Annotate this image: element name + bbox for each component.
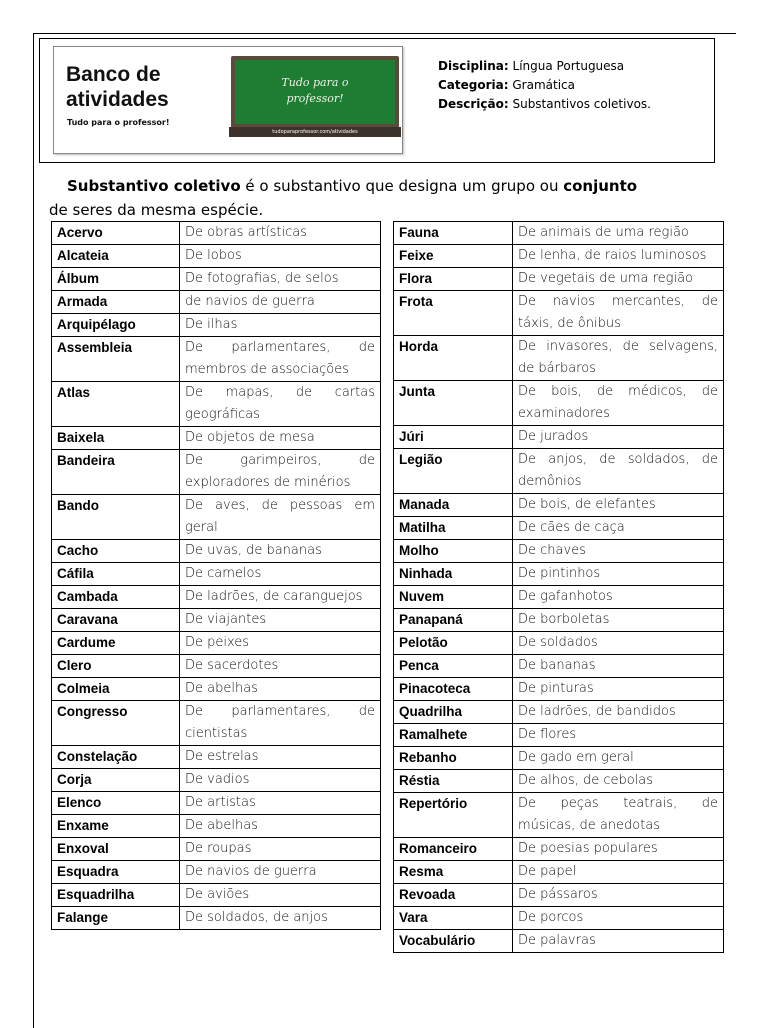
table-row xyxy=(394,861,724,884)
noun-term: Quadrilha xyxy=(394,701,513,724)
meta-descricao-value: Substantivos coletivos. xyxy=(512,97,651,111)
table-row xyxy=(394,609,724,632)
noun-description: De ladrões, de bandidos xyxy=(513,701,724,724)
table-row xyxy=(52,907,381,930)
table-row xyxy=(394,770,724,793)
table-row xyxy=(52,815,381,838)
noun-description: De invasores, de selvagens, de bárbaros xyxy=(513,336,724,381)
noun-term: Enxoval xyxy=(52,838,180,861)
table-row xyxy=(394,586,724,609)
meta-disciplina-value: Língua Portuguesa xyxy=(512,59,625,73)
noun-description: De aviões xyxy=(180,884,381,907)
meta-descricao-label: Descrição: xyxy=(438,97,509,111)
noun-description: De camelos xyxy=(180,563,381,586)
table-row xyxy=(394,632,724,655)
meta-categoria-label: Categoria: xyxy=(438,78,509,92)
table-row xyxy=(52,746,381,769)
noun-description: De viajantes xyxy=(180,609,381,632)
noun-term: Atlas xyxy=(52,382,180,427)
table-row xyxy=(52,314,381,337)
noun-description: De peças teatrais, de músicas, de anedotas xyxy=(513,793,724,838)
noun-description: De garimpeiros, de exploradores de minérios xyxy=(180,450,381,495)
intro-text1: é o substantivo que designa um grupo ou xyxy=(240,177,564,195)
noun-description: De obras artísticas xyxy=(180,222,381,245)
chalk-line1: Tudo para o xyxy=(281,76,349,89)
noun-term: Cardume xyxy=(52,632,180,655)
table-row xyxy=(52,586,381,609)
table-row xyxy=(52,337,381,382)
table-row xyxy=(52,632,381,655)
meta-disciplina-label: Disciplina: xyxy=(438,59,509,73)
noun-term: Cáfila xyxy=(52,563,180,586)
noun-term: Cacho xyxy=(52,540,180,563)
noun-description: De jurados xyxy=(513,426,724,449)
chalkboard-text xyxy=(235,75,395,107)
noun-term: Repertório xyxy=(394,793,513,838)
noun-term: Panapaná xyxy=(394,609,513,632)
noun-term: Ramalhete xyxy=(394,724,513,747)
noun-term: Acervo xyxy=(52,222,180,245)
table-row xyxy=(52,268,381,291)
noun-description: De navios de guerra xyxy=(180,861,381,884)
noun-term: Pinacoteca xyxy=(394,678,513,701)
noun-term: Armada xyxy=(52,291,180,314)
logo-banner xyxy=(53,46,403,154)
table-row xyxy=(394,449,724,494)
noun-description: De palavras xyxy=(513,930,724,953)
noun-description: De ilhas xyxy=(180,314,381,337)
noun-term: Colmeia xyxy=(52,678,180,701)
noun-description: De ladrões, de caranguejos xyxy=(180,586,381,609)
noun-description: De bois, de elefantes xyxy=(513,494,724,517)
noun-term: Revoada xyxy=(394,884,513,907)
noun-term: Frota xyxy=(394,291,513,336)
table-row xyxy=(394,838,724,861)
noun-description: De pinturas xyxy=(513,678,724,701)
noun-description: De vegetais de uma região xyxy=(513,268,724,291)
noun-term: Baixela xyxy=(52,427,180,450)
noun-term: Esquadrilha xyxy=(52,884,180,907)
noun-description: De abelhas xyxy=(180,815,381,838)
table-row xyxy=(52,427,381,450)
table-row xyxy=(52,495,381,540)
noun-term: Falange xyxy=(52,907,180,930)
noun-term: Elenco xyxy=(52,792,180,815)
noun-term: Romanceiro xyxy=(394,838,513,861)
logo-url: tudoparaprofessor.com/atividades xyxy=(272,129,358,135)
intro-line1 xyxy=(49,174,709,198)
noun-term: Nuvem xyxy=(394,586,513,609)
noun-description: De roupas xyxy=(180,838,381,861)
noun-term: Matilha xyxy=(394,517,513,540)
noun-term: Álbum xyxy=(52,268,180,291)
noun-description: De borboletas xyxy=(513,609,724,632)
noun-term: Enxame xyxy=(52,815,180,838)
table-row xyxy=(394,701,724,724)
intro-line2: de seres da mesma espécie. xyxy=(49,201,264,219)
noun-description: De sacerdotes xyxy=(180,655,381,678)
noun-term: Clero xyxy=(52,655,180,678)
table-row xyxy=(52,655,381,678)
noun-description: De fotografias, de selos xyxy=(180,268,381,291)
noun-term: Flora xyxy=(394,268,513,291)
collective-nouns-table-right xyxy=(393,221,724,953)
table-row xyxy=(394,884,724,907)
noun-term: Réstia xyxy=(394,770,513,793)
noun-description: De abelhas xyxy=(180,678,381,701)
noun-description: De papel xyxy=(513,861,724,884)
chalkboard-ledge xyxy=(229,127,401,137)
noun-description: De parlamentares, de membros de associações xyxy=(180,337,381,382)
logo-title-line1: Banco de xyxy=(66,63,161,86)
noun-term: Ninhada xyxy=(394,563,513,586)
noun-term: Corja xyxy=(52,769,180,792)
noun-description: De porcos xyxy=(513,907,724,930)
chalk-line2: professor! xyxy=(286,92,344,105)
noun-description: De parlamentares, de cientistas xyxy=(180,701,381,746)
intro-bold-term: Substantivo coletivo xyxy=(67,177,241,195)
table-row xyxy=(394,291,724,336)
table-row xyxy=(52,792,381,815)
table-row xyxy=(394,793,724,838)
noun-description: De soldados xyxy=(513,632,724,655)
table-row xyxy=(394,930,724,953)
logo-title-line2: atividades xyxy=(66,88,169,111)
table-row xyxy=(52,540,381,563)
collective-nouns-table-left xyxy=(51,221,381,930)
table-row xyxy=(52,701,381,746)
noun-description: De gado em geral xyxy=(513,747,724,770)
noun-description: De lobos xyxy=(180,245,381,268)
noun-term: Júri xyxy=(394,426,513,449)
noun-description: De lenha, de raios luminosos xyxy=(513,245,724,268)
table-row xyxy=(394,724,724,747)
noun-description: De poesias populares xyxy=(513,838,724,861)
noun-description: De uvas, de bananas xyxy=(180,540,381,563)
table-row xyxy=(52,450,381,495)
noun-term: Legião xyxy=(394,449,513,494)
noun-description: De artistas xyxy=(180,792,381,815)
noun-description: De bois, de médicos, de examinadores xyxy=(513,381,724,426)
noun-term: Congresso xyxy=(52,701,180,746)
table-row xyxy=(52,678,381,701)
table-row xyxy=(52,861,381,884)
noun-term: Bandeira xyxy=(52,450,180,495)
noun-description: de navios de guerra xyxy=(180,291,381,314)
noun-description: De pássaros xyxy=(513,884,724,907)
table-row xyxy=(394,747,724,770)
table-row xyxy=(52,769,381,792)
noun-term: Rebanho xyxy=(394,747,513,770)
table-row xyxy=(52,838,381,861)
table-row xyxy=(394,381,724,426)
noun-term: Vocabulário xyxy=(394,930,513,953)
noun-description: De estrelas xyxy=(180,746,381,769)
logo-title xyxy=(66,62,216,112)
noun-term: Constelação xyxy=(52,746,180,769)
document-meta xyxy=(438,57,651,114)
table-row xyxy=(394,336,724,381)
table-row xyxy=(394,268,724,291)
noun-term: Molho xyxy=(394,540,513,563)
table-row xyxy=(394,517,724,540)
meta-categoria-value: Gramática xyxy=(512,78,575,92)
noun-description: De anjos, de soldados, de demônios xyxy=(513,449,724,494)
noun-term: Vara xyxy=(394,907,513,930)
table-row xyxy=(52,222,381,245)
table-row xyxy=(394,678,724,701)
table-row xyxy=(394,563,724,586)
noun-term: Esquadra xyxy=(52,861,180,884)
table-row xyxy=(394,426,724,449)
noun-description: De objetos de mesa xyxy=(180,427,381,450)
noun-description: De navios mercantes, de táxis, de ônibus xyxy=(513,291,724,336)
noun-term: Feixe xyxy=(394,245,513,268)
noun-term: Penca xyxy=(394,655,513,678)
table-row xyxy=(52,291,381,314)
intro-paragraph xyxy=(49,174,709,222)
noun-description: De peixes xyxy=(180,632,381,655)
logo-tagline: Tudo para o professor! xyxy=(67,118,170,127)
noun-description: De animais de uma região xyxy=(513,222,724,245)
noun-description: De gafanhotos xyxy=(513,586,724,609)
meta-disciplina xyxy=(438,57,651,76)
noun-term: Arquipélago xyxy=(52,314,180,337)
table-row xyxy=(52,245,381,268)
chalkboard-icon xyxy=(231,56,399,128)
noun-term: Fauna xyxy=(394,222,513,245)
noun-term: Caravana xyxy=(52,609,180,632)
table-row xyxy=(52,382,381,427)
table-row xyxy=(394,655,724,678)
table-row xyxy=(52,609,381,632)
noun-description: De bananas xyxy=(513,655,724,678)
table-row xyxy=(394,540,724,563)
table-row xyxy=(52,884,381,907)
noun-description: De pintinhos xyxy=(513,563,724,586)
noun-term: Resma xyxy=(394,861,513,884)
table-row xyxy=(394,245,724,268)
noun-description: De soldados, de anjos xyxy=(180,907,381,930)
noun-description: De alhos, de cebolas xyxy=(513,770,724,793)
noun-term: Manada xyxy=(394,494,513,517)
noun-description: De aves, de pessoas em geral xyxy=(180,495,381,540)
noun-term: Cambada xyxy=(52,586,180,609)
noun-term: Pelotão xyxy=(394,632,513,655)
table-row xyxy=(394,494,724,517)
meta-categoria xyxy=(438,76,651,95)
noun-description: De cães de caça xyxy=(513,517,724,540)
noun-description: De flores xyxy=(513,724,724,747)
meta-descricao xyxy=(438,95,651,114)
noun-term: Alcateia xyxy=(52,245,180,268)
table-right-body xyxy=(394,222,724,953)
noun-term: Horda xyxy=(394,336,513,381)
table-row xyxy=(394,222,724,245)
noun-term: Assembleia xyxy=(52,337,180,382)
table-left-body xyxy=(52,222,381,930)
table-row xyxy=(52,563,381,586)
noun-description: De vadios xyxy=(180,769,381,792)
noun-term: Junta xyxy=(394,381,513,426)
noun-description: De mapas, de cartas geográficas xyxy=(180,382,381,427)
noun-term: Bando xyxy=(52,495,180,540)
noun-description: De chaves xyxy=(513,540,724,563)
table-row xyxy=(394,907,724,930)
intro-bold-conjunto: conjunto xyxy=(563,177,638,195)
